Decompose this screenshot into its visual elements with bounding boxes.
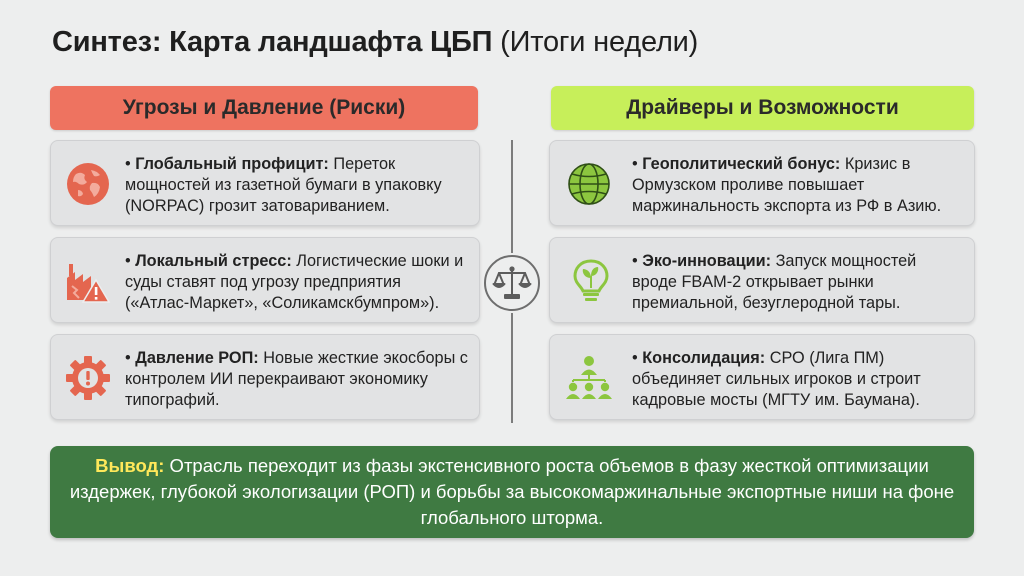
risk-item-text: • Глобальный профицит: Переток мощностей из газетной бумаги в упаковку (NORPAC) грозит затовариванием. xyxy=(125,155,442,215)
risk-item-desc: Логистические шоки и суды ставят под угрозу предприятия («Атлас-Маркет», «Соликамскбумпром»). xyxy=(125,252,464,312)
risks-header-label: Угрозы и Давление (Риски) xyxy=(122,96,406,119)
risk-card-local-stress xyxy=(50,237,480,323)
risk-card-global-surplus xyxy=(50,140,480,226)
driver-item-label: Консолидация: xyxy=(642,349,766,367)
driver-item-desc: Кризис в Ормузском проливе повышает маржинальность экспорта из РФ в Азию. xyxy=(632,155,942,215)
drivers-header xyxy=(551,86,974,130)
conclusion-label: Вывод: xyxy=(95,455,165,476)
risk-item-desc: Новые жесткие экосборы с контролем ИИ перекраивают экономику типографий. xyxy=(125,349,468,409)
risks-header xyxy=(50,86,478,130)
risk-item-text: • Давление РОП: Новые жесткие экосборы с контролем ИИ перекраивают экономику типографий. xyxy=(125,349,468,409)
driver-item-text: • Эко-инновации: Запуск мощностей вроде FBAM-2 открывает рынки премиальной, безуглеродной тары. xyxy=(632,252,917,312)
balance-scale-icon xyxy=(484,255,540,311)
title-main: Синтез: Карта ландшафта ЦБП xyxy=(52,26,493,58)
risk-item-text: • Локальный стресс: Логистические шоки и суды ставят под угрозу предприятия («Атлас-Маркет», «Соликамскбумпром»). xyxy=(125,252,464,312)
lightbulb-leaf-icon xyxy=(566,256,616,306)
globe-icon xyxy=(63,159,113,209)
conclusion-banner xyxy=(50,446,974,538)
gear-alert-icon xyxy=(63,353,113,403)
factory-warning-icon xyxy=(63,256,113,306)
driver-item-text: • Геополитический бонус: Кризис в Ормузском проливе повышает маржинальность экспорта из РФ в Азию. xyxy=(632,155,942,215)
risk-card-rop-pressure xyxy=(50,334,480,420)
globe-icon xyxy=(564,159,614,209)
driver-card-eco-innovation xyxy=(549,237,975,323)
driver-item-label: Эко-инновации: xyxy=(642,252,772,270)
risk-item-label: Давление РОП: xyxy=(135,349,259,367)
center-divider-top xyxy=(511,140,513,253)
center-divider-bottom xyxy=(511,313,513,423)
risk-item-label: Локальный стресс: xyxy=(135,252,292,270)
page-title xyxy=(52,26,698,59)
driver-item-desc: СРО (Лига ПМ) объединяет сильных игроков и строит кадровые мосты (МГТУ им. Баумана). xyxy=(632,349,921,409)
conclusion-text: Отрасль переходит из фазы экстенсивного роста объемов в фазу жесткой оптимизации издержек, глубокой экологизации (РОП) и борьбы за высокомаржинальные экспортные ниши на фоне глобального шторма. xyxy=(69,455,955,528)
drivers-header-label: Драйверы и Возможности xyxy=(626,96,899,119)
driver-card-geopolitical xyxy=(549,140,975,226)
org-chart-icon xyxy=(564,353,614,403)
risk-item-desc: Переток мощностей из газетной бумаги в упаковку (NORPAC) грозит затовариванием. xyxy=(125,155,442,215)
driver-item-desc: Запуск мощностей вроде FBAM-2 открывает рынки премиальной, безуглеродной тары. xyxy=(632,252,917,312)
risk-item-label: Глобальный профицит: xyxy=(135,155,329,173)
driver-item-label: Геополитический бонус: xyxy=(642,155,841,173)
driver-item-text: • Консолидация: СРО (Лига ПМ) объединяет сильных игроков и строит кадровые мосты (МГТУ им. Баумана). xyxy=(632,349,921,409)
title-suffix: (Итоги недели) xyxy=(492,26,699,58)
driver-card-consolidation xyxy=(549,334,975,420)
